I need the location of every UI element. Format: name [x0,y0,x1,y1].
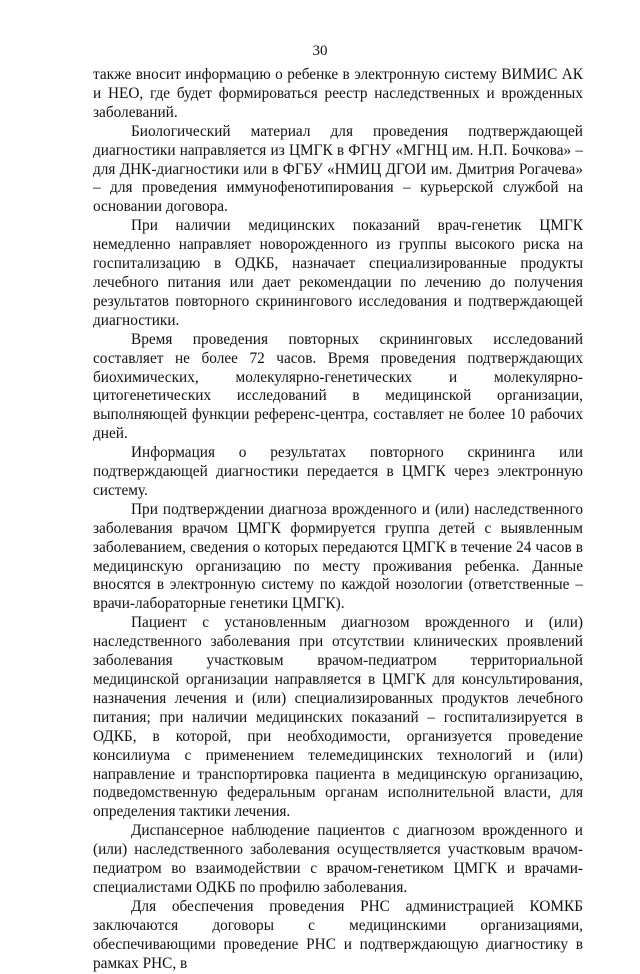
page-number: 30 [312,43,328,59]
paragraph-continuation: также вносит информацию о ребенке в электронную систему ВИМИС АК и НЕО, где будет формироваться реестр наследственных и врожденных заболеваний. [93,66,583,121]
paragraph-information: Информация о результатах повторного скрининга или подтверждающей диагностики передается в ЦМГК через электронную систему. [93,444,583,499]
document-body [93,66,583,974]
paragraph-timing: Время проведения повторных скрининговых исследований составляет не более 72 часов. Время проведения подтверждающих биохимических, молекулярно-генетических и молекулярно-цитогенетических исследований в медицинской организации, выполняющей функции референс-центра, составляет не более 10 рабочих дней. [93,330,583,443]
paragraph-biomaterial: Биологический материал для проведения подтверждающей диагностики направляется из ЦМГК в ФГНУ «МГНЦ им. Н.П. Бочкова» – для ДНК-диагностики или в ФГБУ «НМИЦ ДГОИ им. Дмитрия Рогачева» – для проведения иммунофенотипирования – курьерской службой на основании договора. [93,122,583,216]
paragraph-diagnosis-confirmation: При подтверждении диагноза врожденного и (или) наследственного заболевания врачом ЦМГК формируется группа детей с выявленным заболеванием, сведения о которых передаются ЦМГК в течение 24 часов в медицинскую организацию по месту проживания ребенка. Данные вносятся в электронную систему по каждой нозологии (ответственные – врачи-лабораторные генетики ЦМГК). [93,500,583,613]
paragraph-patient: Пациент с установленным диагнозом врожденного и (или) наследственного заболевания при отсутствии клинических проявлений заболевания участковым врачом-педиатром территориальной медицинской организации направляется в ЦМГК для консультирования, назначения лечения и (или) специализированных продуктов лечебного питания; при наличии медицинских показаний – госпитализируется в ОДКБ, в которой, при необходимости, организуется проведение консилиума с применением телемедицинских технологий и (или) направление и транспортировка пациента в медицинскую организацию, подведомственную федеральным органам исполнительной власти, для определения тактики лечения. [93,614,583,821]
paragraph-medical-indications: При наличии медицинских показаний врач-генетик ЦМГК немедленно направляет новорожденного из группы высокого риска на госпитализацию в ОДКБ, назначает специализированные продукты лечебного питания или дает рекомендации по лечению до получения результатов повторного скринингового исследования и подтверждающей диагностики. [93,217,583,329]
paragraph-contracts: Для обеспечения проведения РНС администрацией КОМКБ заключаются договоры с медицинскими организациями, обеспечивающими проведение РНС и подтверждающую диагностику в рамках РНС, в [93,897,583,972]
paragraph-dispensary: Диспансерное наблюдение пациентов с диагнозом врожденного и (или) наследственного заболевания осуществляется участковым врачом-педиатром во взаимодействии с врачом-генетиком ЦМГК и врачами-специалистами ОДКБ по профилю заболевания. [93,822,583,896]
